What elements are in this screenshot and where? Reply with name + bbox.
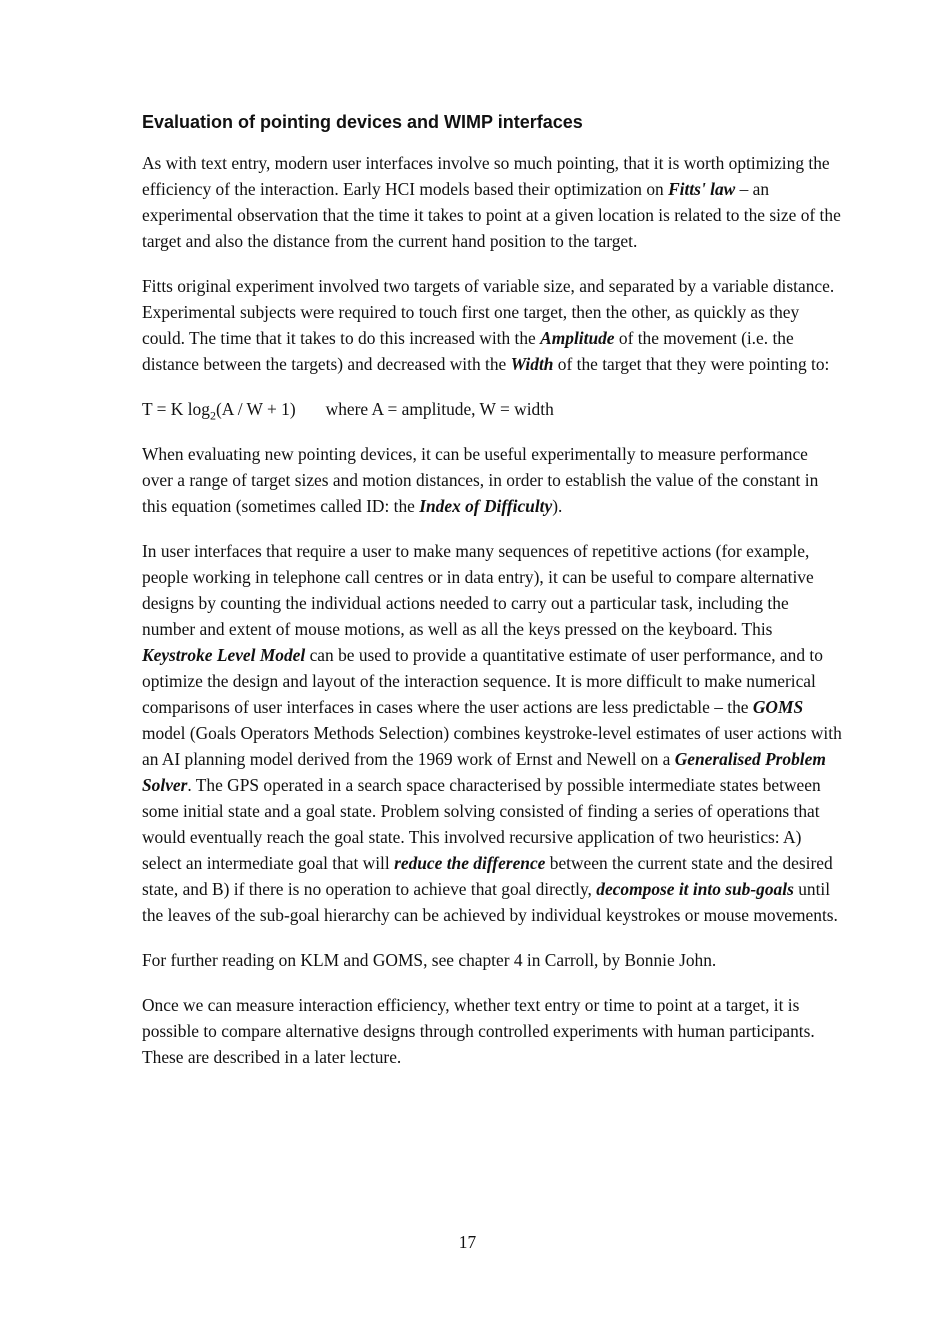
text-run: As with text entry, modern user interfaces involve so much pointing, that it is worth optimizing the efficiency of the interaction. Early HCI models based their optimization on <box>142 153 830 199</box>
emphasis-decompose-into-sub-goals: decompose it into sub-goals <box>596 879 794 899</box>
emphasis-generalised-problem-solver: Generalised Problem Solver <box>142 749 826 795</box>
text-run: can be used to provide a quantitative estimate of user performance, and to optimize the design and layout of the interaction sequence. It is more difficult to make numerical comparisons of user interfaces in cases where the user actions are less predictable – the <box>142 645 823 717</box>
paragraph-further-reading: For further reading on KLM and GOMS, see chapter 4 in Carroll, by Bonnie John. <box>142 950 717 970</box>
text-run: – an experimental observation that the time it takes to point at a given location is related to the size of the target and also the distance from the current hand position to the target. <box>142 179 841 251</box>
paragraph-klm-goms <box>142 538 842 928</box>
paragraph-fitts-intro <box>142 150 842 254</box>
paragraph-fitts-experiment <box>142 273 842 377</box>
text-run: of the movement (i.e. the distance between the targets) and decreased with the <box>142 328 794 374</box>
text-run: model (Goals Operators Methods Selection) combines keystroke-level estimates of user actions with an AI planning model derived from the 1969 work of Ernst and Newell on a <box>142 723 842 769</box>
text-run: . The GPS operated in a search space characterised by possible intermediate states between some initial state and a goal state. Problem solving consisted of finding a series of operations that would eventually reach the goal state. This involved recursive application of two heuristics: A) select an intermediate goal that will <box>142 775 821 873</box>
section-heading: Evaluation of pointing devices and WIMP interfaces <box>142 112 583 132</box>
emphasis-goms: GOMS <box>752 697 804 717</box>
text-run: until the leaves of the sub-goal hierarchy can be achieved by individual keystrokes or mouse movements. <box>142 879 838 925</box>
emphasis-index-of-difficulty: Index of Difficulty <box>419 496 553 516</box>
paragraph-experiments: Once we can measure interaction efficiency, whether text entry or time to point at a target, it is possible to compare alternative designs through controlled experiments with human participants. These are described in a later lecture. <box>142 995 815 1067</box>
text-run: Fitts original experiment involved two targets of variable size, and separated by a variable distance. Experimental subjects were required to touch first one target, then the other, as quickly as they could. The time that it takes to do this increased with the <box>142 276 835 348</box>
text-run: of the target that they were pointing to: <box>553 354 830 374</box>
emphasis-amplitude: Amplitude <box>540 328 615 348</box>
document-body <box>142 110 842 1089</box>
text-run: In user interfaces that require a user to make many sequences of repetitive actions (for example, people working in telephone call centres or in data entry), it can be useful to compare alternative designs by counting the individual actions needed to carry out a particular task, including the number and extent of mouse motions, as well as all the keys pressed on the keyboard. This <box>142 541 814 639</box>
page-number: 17 <box>458 1232 477 1252</box>
formula-rhs: (A / W + 1) <box>215 399 296 419</box>
formula-where: where A = amplitude, W = width <box>325 399 554 419</box>
paragraph-pointing-devices <box>142 441 842 519</box>
emphasis-reduce-the-difference: reduce the difference <box>394 853 546 873</box>
fitts-formula <box>142 396 842 422</box>
text-run: between the current state and the desired state, and B) if there is no operation to achieve that goal directly, <box>142 853 833 899</box>
text-run: When evaluating new pointing devices, it can be useful experimentally to measure performance over a range of target sizes and motion distances, in order to establish the value of the constant in this equation (sometimes called ID: the <box>142 444 819 516</box>
emphasis-fitts-law: Fitts' law <box>668 179 736 199</box>
emphasis-width: Width <box>510 354 554 374</box>
text-run: ). <box>552 496 563 516</box>
formula-subscript: 2 <box>209 408 216 423</box>
formula-lhs: T = K log <box>142 399 210 419</box>
emphasis-keystroke-level-model: Keystroke Level Model <box>142 645 306 665</box>
